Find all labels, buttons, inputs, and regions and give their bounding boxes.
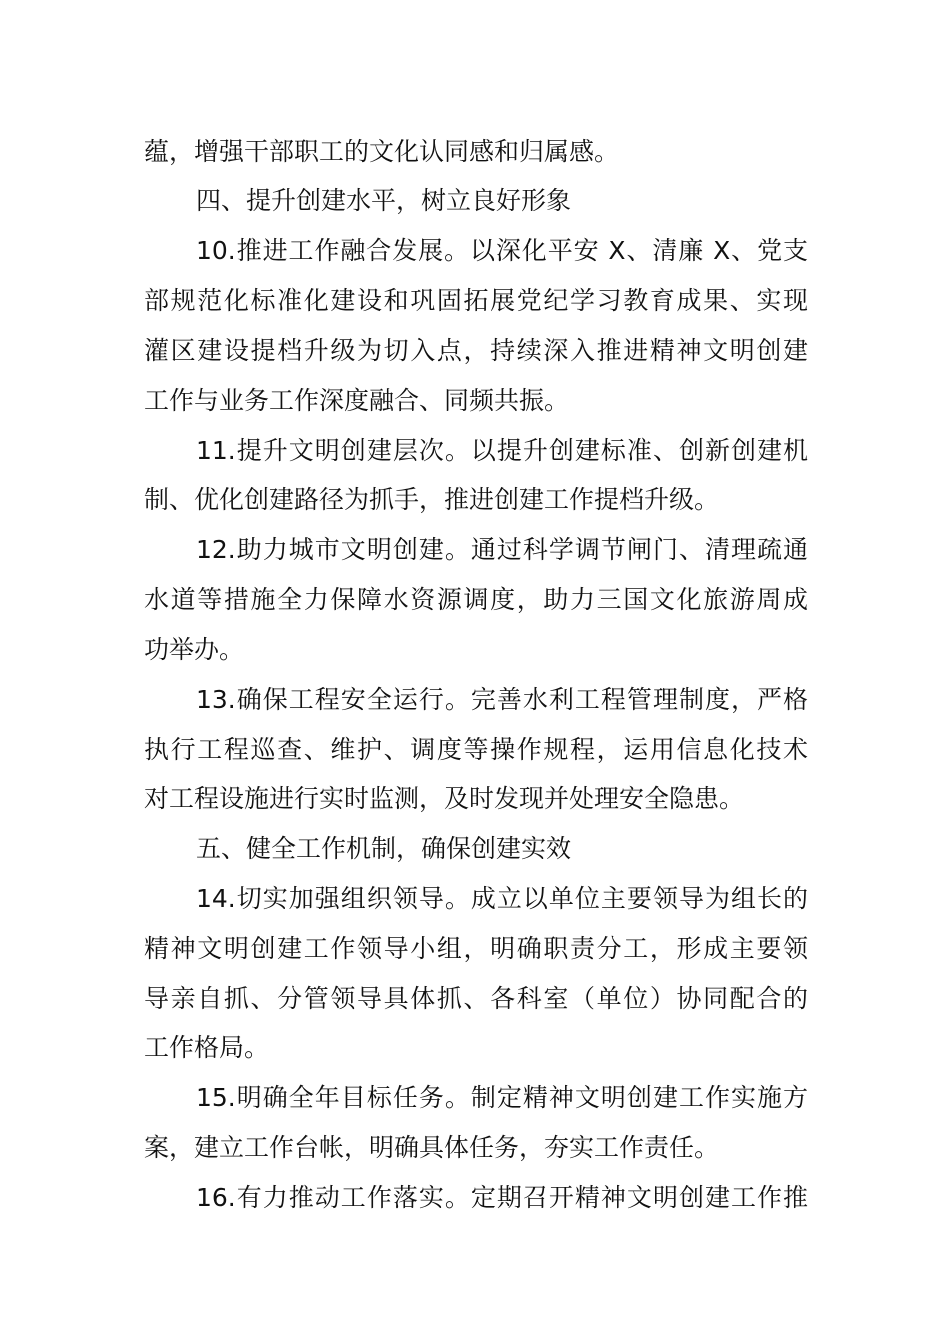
text-line: 对工程设施进行实时监测，及时发现并处理安全隐患。 <box>144 784 745 813</box>
section-heading: 五、健全工作机制，确保创建实效 <box>196 834 572 863</box>
text-line: 工作格局。 <box>144 1033 270 1062</box>
text-line: 工作与业务工作深度融合、同频共振。 <box>144 386 570 415</box>
text-line: 水道等措施全力保障水资源调度，助力三国文化旅游周成 <box>144 585 808 614</box>
text-line: 部规范化标准化建设和巩固拓展党纪学习教育成果、实现 <box>144 286 808 315</box>
text-line: 精神文明创建工作领导小组，明确职责分工，形成主要领 <box>144 934 808 963</box>
paragraph-start-line: 10.推进工作融合发展。以深化平安 X、清廉 X、党支 <box>196 236 808 265</box>
paragraph-start-line: 14.切实加强组织领导。成立以单位主要领导为组长的 <box>196 884 808 913</box>
paragraph-start-line: 12.助力城市文明创建。通过科学调节闸门、清理疏通 <box>196 535 808 564</box>
text-line: 灌区建设提档升级为切入点，持续深入推进精神文明创建 <box>144 336 808 365</box>
paragraph-start-line: 15.明确全年目标任务。制定精神文明创建工作实施方 <box>196 1083 808 1112</box>
paragraph-start-line: 11.提升文明创建层次。以提升创建标准、创新创建机 <box>196 436 808 465</box>
text-line: 案，建立工作台帐，明确具体任务，夯实工作责任。 <box>144 1133 720 1162</box>
paragraph-start-line: 13.确保工程安全运行。完善水利工程管理制度，严格 <box>196 685 808 714</box>
text-line: 制、优化创建路径为抓手，推进创建工作提档升级。 <box>144 485 720 514</box>
text-line: 蕴，增强干部职工的文化认同感和归属感。 <box>144 137 620 166</box>
section-heading: 四、提升创建水平，树立良好形象 <box>196 186 572 215</box>
text-line: 功举办。 <box>144 635 245 664</box>
paragraph-start-line: 16.有力推动工作落实。定期召开精神文明创建工作推 <box>196 1183 808 1212</box>
text-line: 执行工程巡查、维护、调度等操作规程，运用信息化技术 <box>144 735 808 764</box>
text-line: 导亲自抓、分管领导具体抓、各科室（单位）协同配合的 <box>144 984 808 1013</box>
